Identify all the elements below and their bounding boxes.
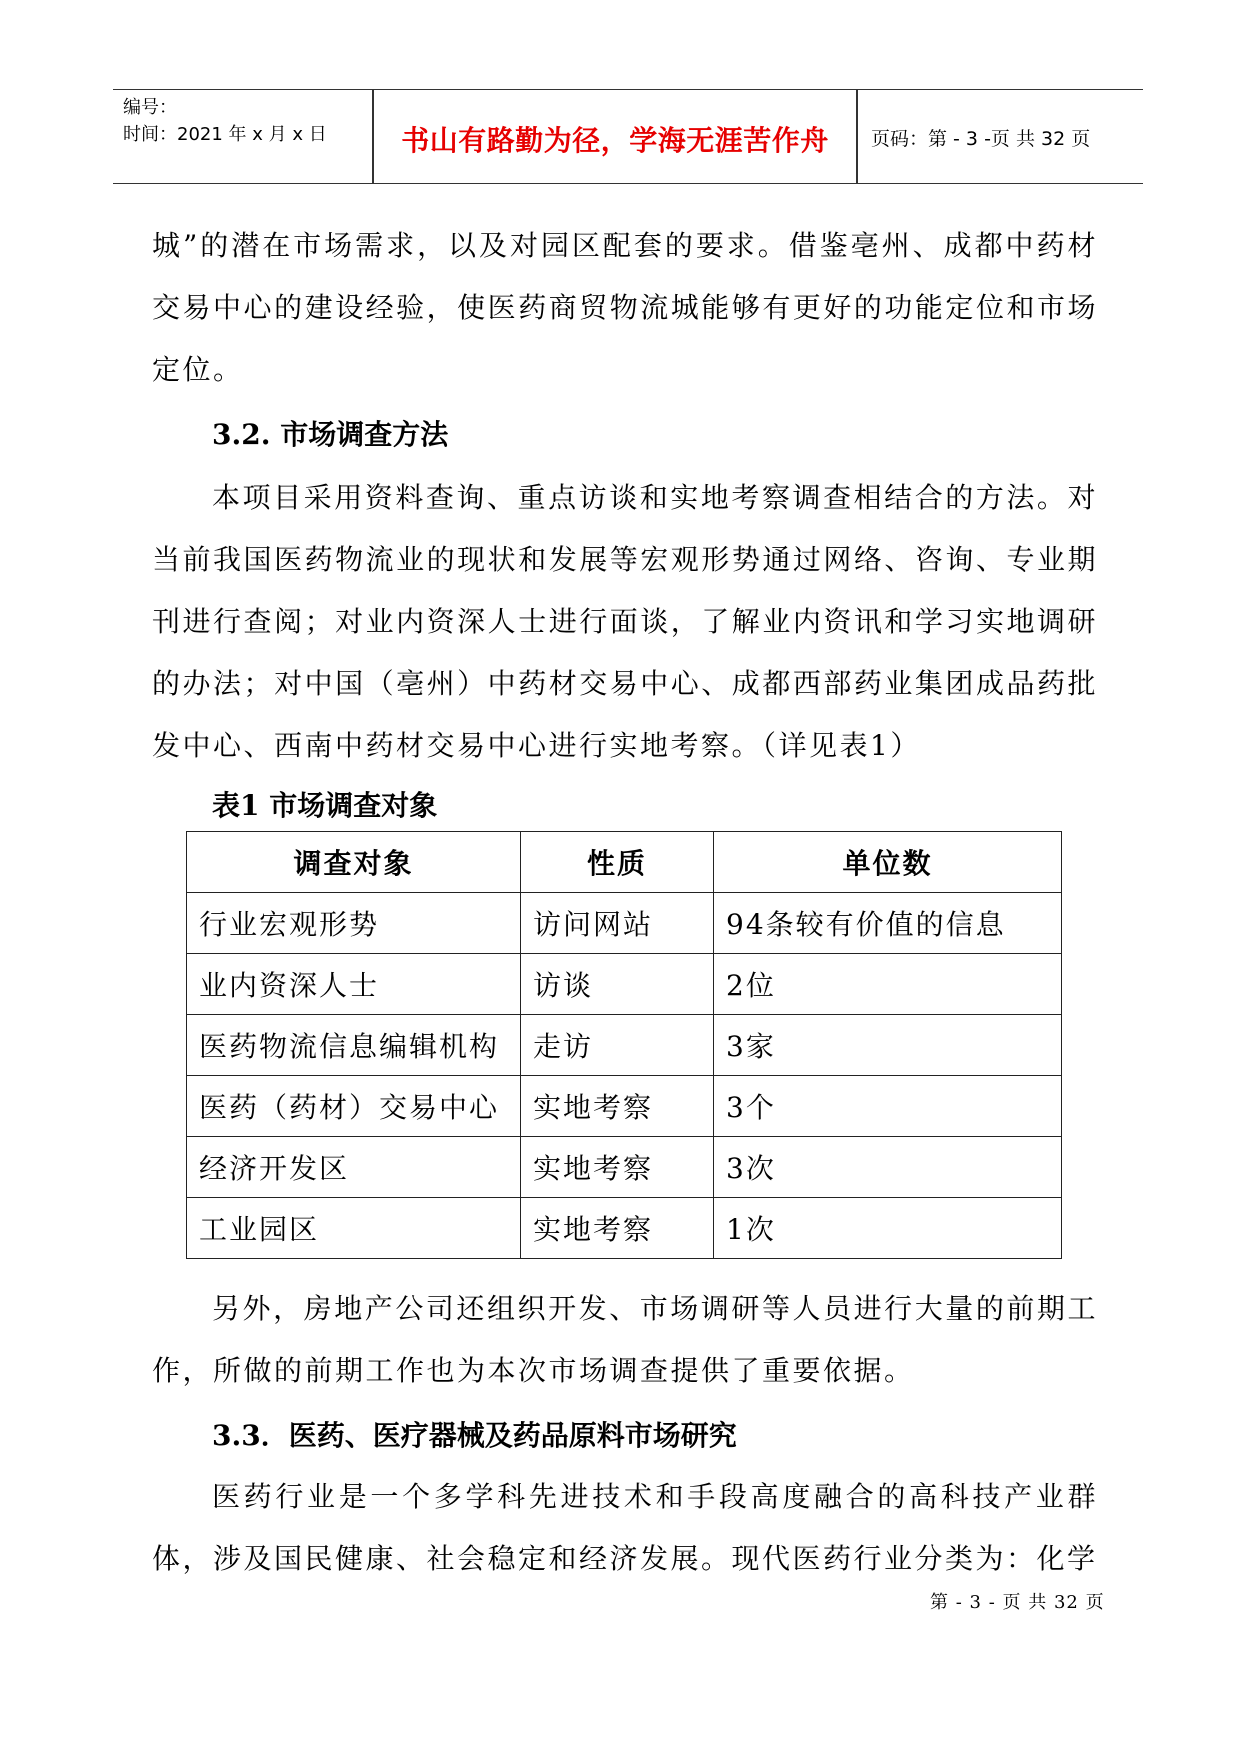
- table-header-cell: 性质: [521, 832, 714, 893]
- table-cell: 访问网站: [521, 893, 714, 954]
- table-header-row: [187, 832, 1062, 893]
- table-row: [187, 1137, 1062, 1198]
- number-label: 编号：: [123, 97, 177, 118]
- table-cell: 医药（药材）交易中心: [187, 1076, 521, 1137]
- table-cell: 走访: [521, 1015, 714, 1076]
- header-motto: 书山有路勤为径，学海无涯苦作舟: [401, 124, 829, 157]
- paragraph: 医药行业是一个多学科先进技术和手段高度融合的高科技产业群体，涉及国民健康、社会稳定和经济发展。现代医药行业分类为：化学: [152, 1480, 1098, 1575]
- table-cell: 3家: [714, 1015, 1062, 1076]
- table-cell: 实地考察: [521, 1076, 714, 1137]
- table-cell: 行业宏观形势: [187, 893, 521, 954]
- table-caption: 表1 市场调查对象: [212, 789, 438, 822]
- survey-table: [186, 831, 1062, 1259]
- page-footer: 第 - 3 - 页 共 32 页: [930, 1592, 1105, 1613]
- header-divider: [372, 90, 374, 183]
- table-cell: 94条较有价值的信息: [714, 893, 1062, 954]
- table-header-cell: 调查对象: [187, 832, 521, 893]
- table-cell: 3次: [714, 1137, 1062, 1198]
- table-cell: 3个: [714, 1076, 1062, 1137]
- table-cell: 医药物流信息编辑机构: [187, 1015, 521, 1076]
- paragraph: 本项目采用资料查询、重点访谈和实地考察调查相结合的方法。对当前我国医药物流业的现状和发展等宏观形势通过网络、咨询、专业期刊进行查阅；对业内资深人士进行面谈，了解业内资讯和学习实地调研的办法；对中国（亳州）中药材交易中心、成都西部药业集团成品药批发中心、西南中药材交易中心进行实地考察。（详见表1）: [152, 481, 1098, 762]
- section-heading-3-3: 3.3．医药、医疗器械及药品原料市场研究: [212, 1419, 737, 1452]
- table-cell: 1次: [714, 1198, 1062, 1259]
- paragraph: 城”的潜在市场需求，以及对园区配套的要求。借鉴亳州、成都中药材交易中心的建设经验，使医药商贸物流城能够有更好的功能定位和市场定位。: [152, 229, 1098, 386]
- header-divider: [856, 90, 858, 183]
- table-cell: 经济开发区: [187, 1137, 521, 1198]
- table-row: [187, 1076, 1062, 1137]
- header-meta: [123, 94, 327, 148]
- table-header-cell: 单位数: [714, 832, 1062, 893]
- table-cell: 访谈: [521, 954, 714, 1015]
- page-header: [113, 89, 1143, 184]
- header-page-code: 页码：第 - 3 -页 共 32 页: [871, 128, 1091, 150]
- table-row: [187, 893, 1062, 954]
- table-cell: 实地考察: [521, 1198, 714, 1259]
- table-cell: 2位: [714, 954, 1062, 1015]
- table-cell: 业内资深人士: [187, 954, 521, 1015]
- section-heading-3-2: 3.2. 市场调查方法: [212, 418, 449, 451]
- table-cell: 工业园区: [187, 1198, 521, 1259]
- time-label: 时间：2021 年 x 月 x 日: [123, 124, 327, 145]
- paragraph: 另外，房地产公司还组织开发、市场调研等人员进行大量的前期工作，所做的前期工作也为本次市场调查提供了重要依据。: [152, 1292, 1098, 1387]
- table-row: [187, 954, 1062, 1015]
- table-cell: 实地考察: [521, 1137, 714, 1198]
- table-row: [187, 1198, 1062, 1259]
- table-row: [187, 1015, 1062, 1076]
